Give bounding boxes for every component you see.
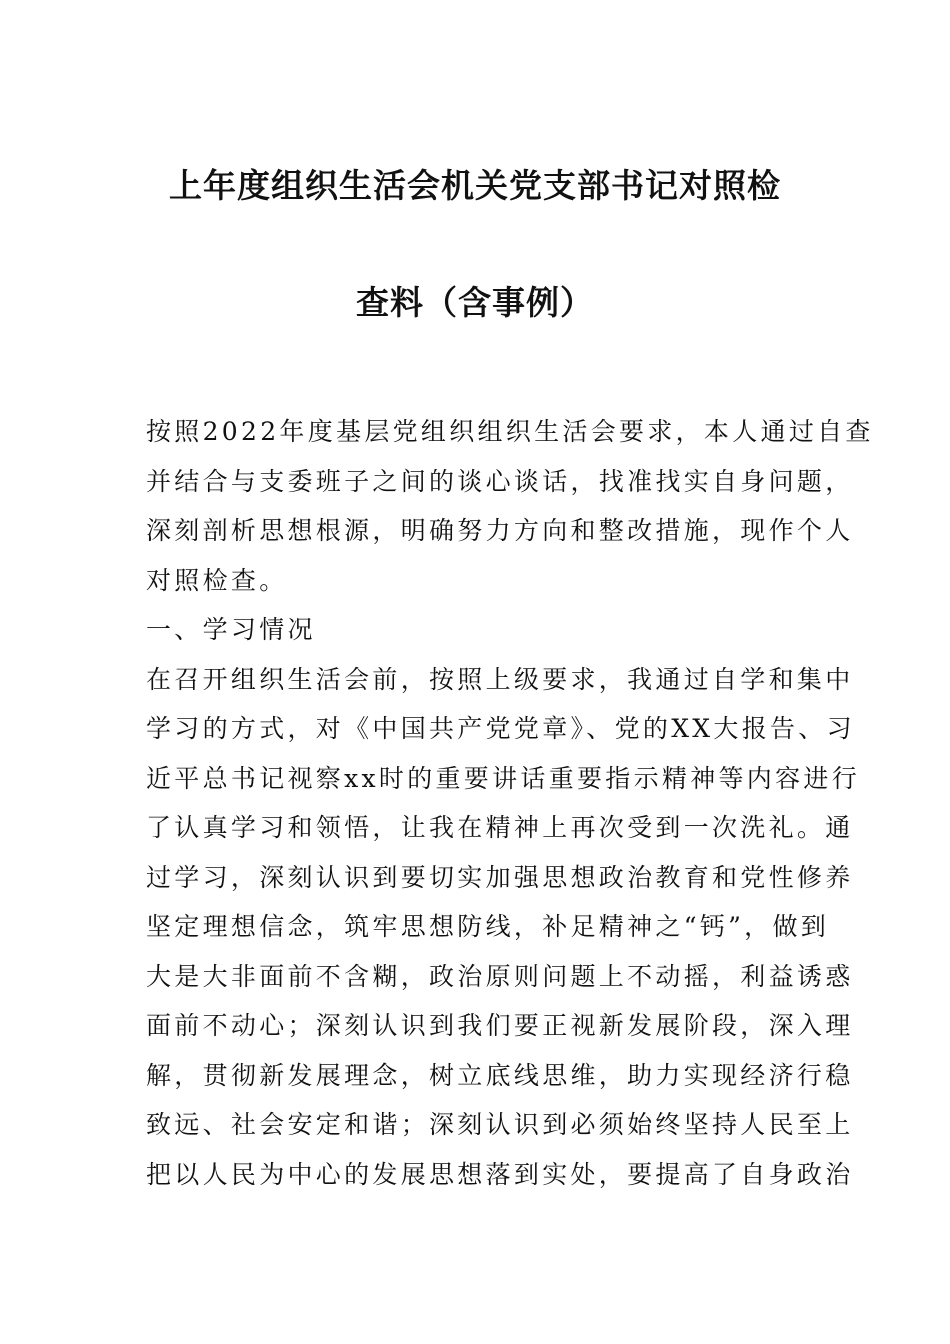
body-line: 深刻剖析思想根源，明确努力方向和整改措施，现作个人 xyxy=(146,516,854,545)
section-heading: 一、学习情况 xyxy=(146,615,316,644)
body-line: 了认真学习和领悟，让我在精神上再次受到一次洗礼。通 xyxy=(146,813,854,842)
body-line: 对照检查。 xyxy=(146,565,288,595)
body-line: 并结合与支委班子之间的谈心谈话，找准找实自身问题， xyxy=(146,466,854,496)
body-line: 坚定理想信念，筑牢思想防线，补足精神之“钙”，做到 xyxy=(146,912,830,941)
document-body xyxy=(146,407,874,1199)
body-line: 在召开组织生活会前，按照上级要求，我通过自学和集中 xyxy=(146,664,854,694)
document-title-line-1: 上年度组织生活会机关党支部书记对照检 xyxy=(169,166,781,205)
body-line: 面前不动心；深刻认识到我们要正视新发展阶段，深入理 xyxy=(146,1011,854,1040)
document-title-line-2: 查料（含事例） xyxy=(356,283,594,322)
body-line: 近平总书记视察xx时的重要讲话重要指示精神等内容进行 xyxy=(146,763,861,793)
body-line: 大是大非面前不含糊，政治原则问题上不动摇，利益诱惑 xyxy=(146,961,854,991)
body-line: 按照2022年度基层党组织组织生活会要求，本人通过自查 xyxy=(146,417,874,446)
body-line: 解，贯彻新发展理念，树立底线思维，助力实现经济行稳 xyxy=(146,1060,854,1090)
body-line: 学习的方式，对《中国共产党党章》、党的XX大报告、习 xyxy=(146,714,855,743)
body-line: 致远、社会安定和谐；深刻认识到必须始终坚持人民至上 xyxy=(146,1110,854,1139)
body-line: 把以人民为中心的发展思想落到实处，要提高了自身政治 xyxy=(146,1159,854,1189)
body-line: 过学习，深刻认识到要切实加强思想政治教育和党性修养 xyxy=(146,862,854,892)
